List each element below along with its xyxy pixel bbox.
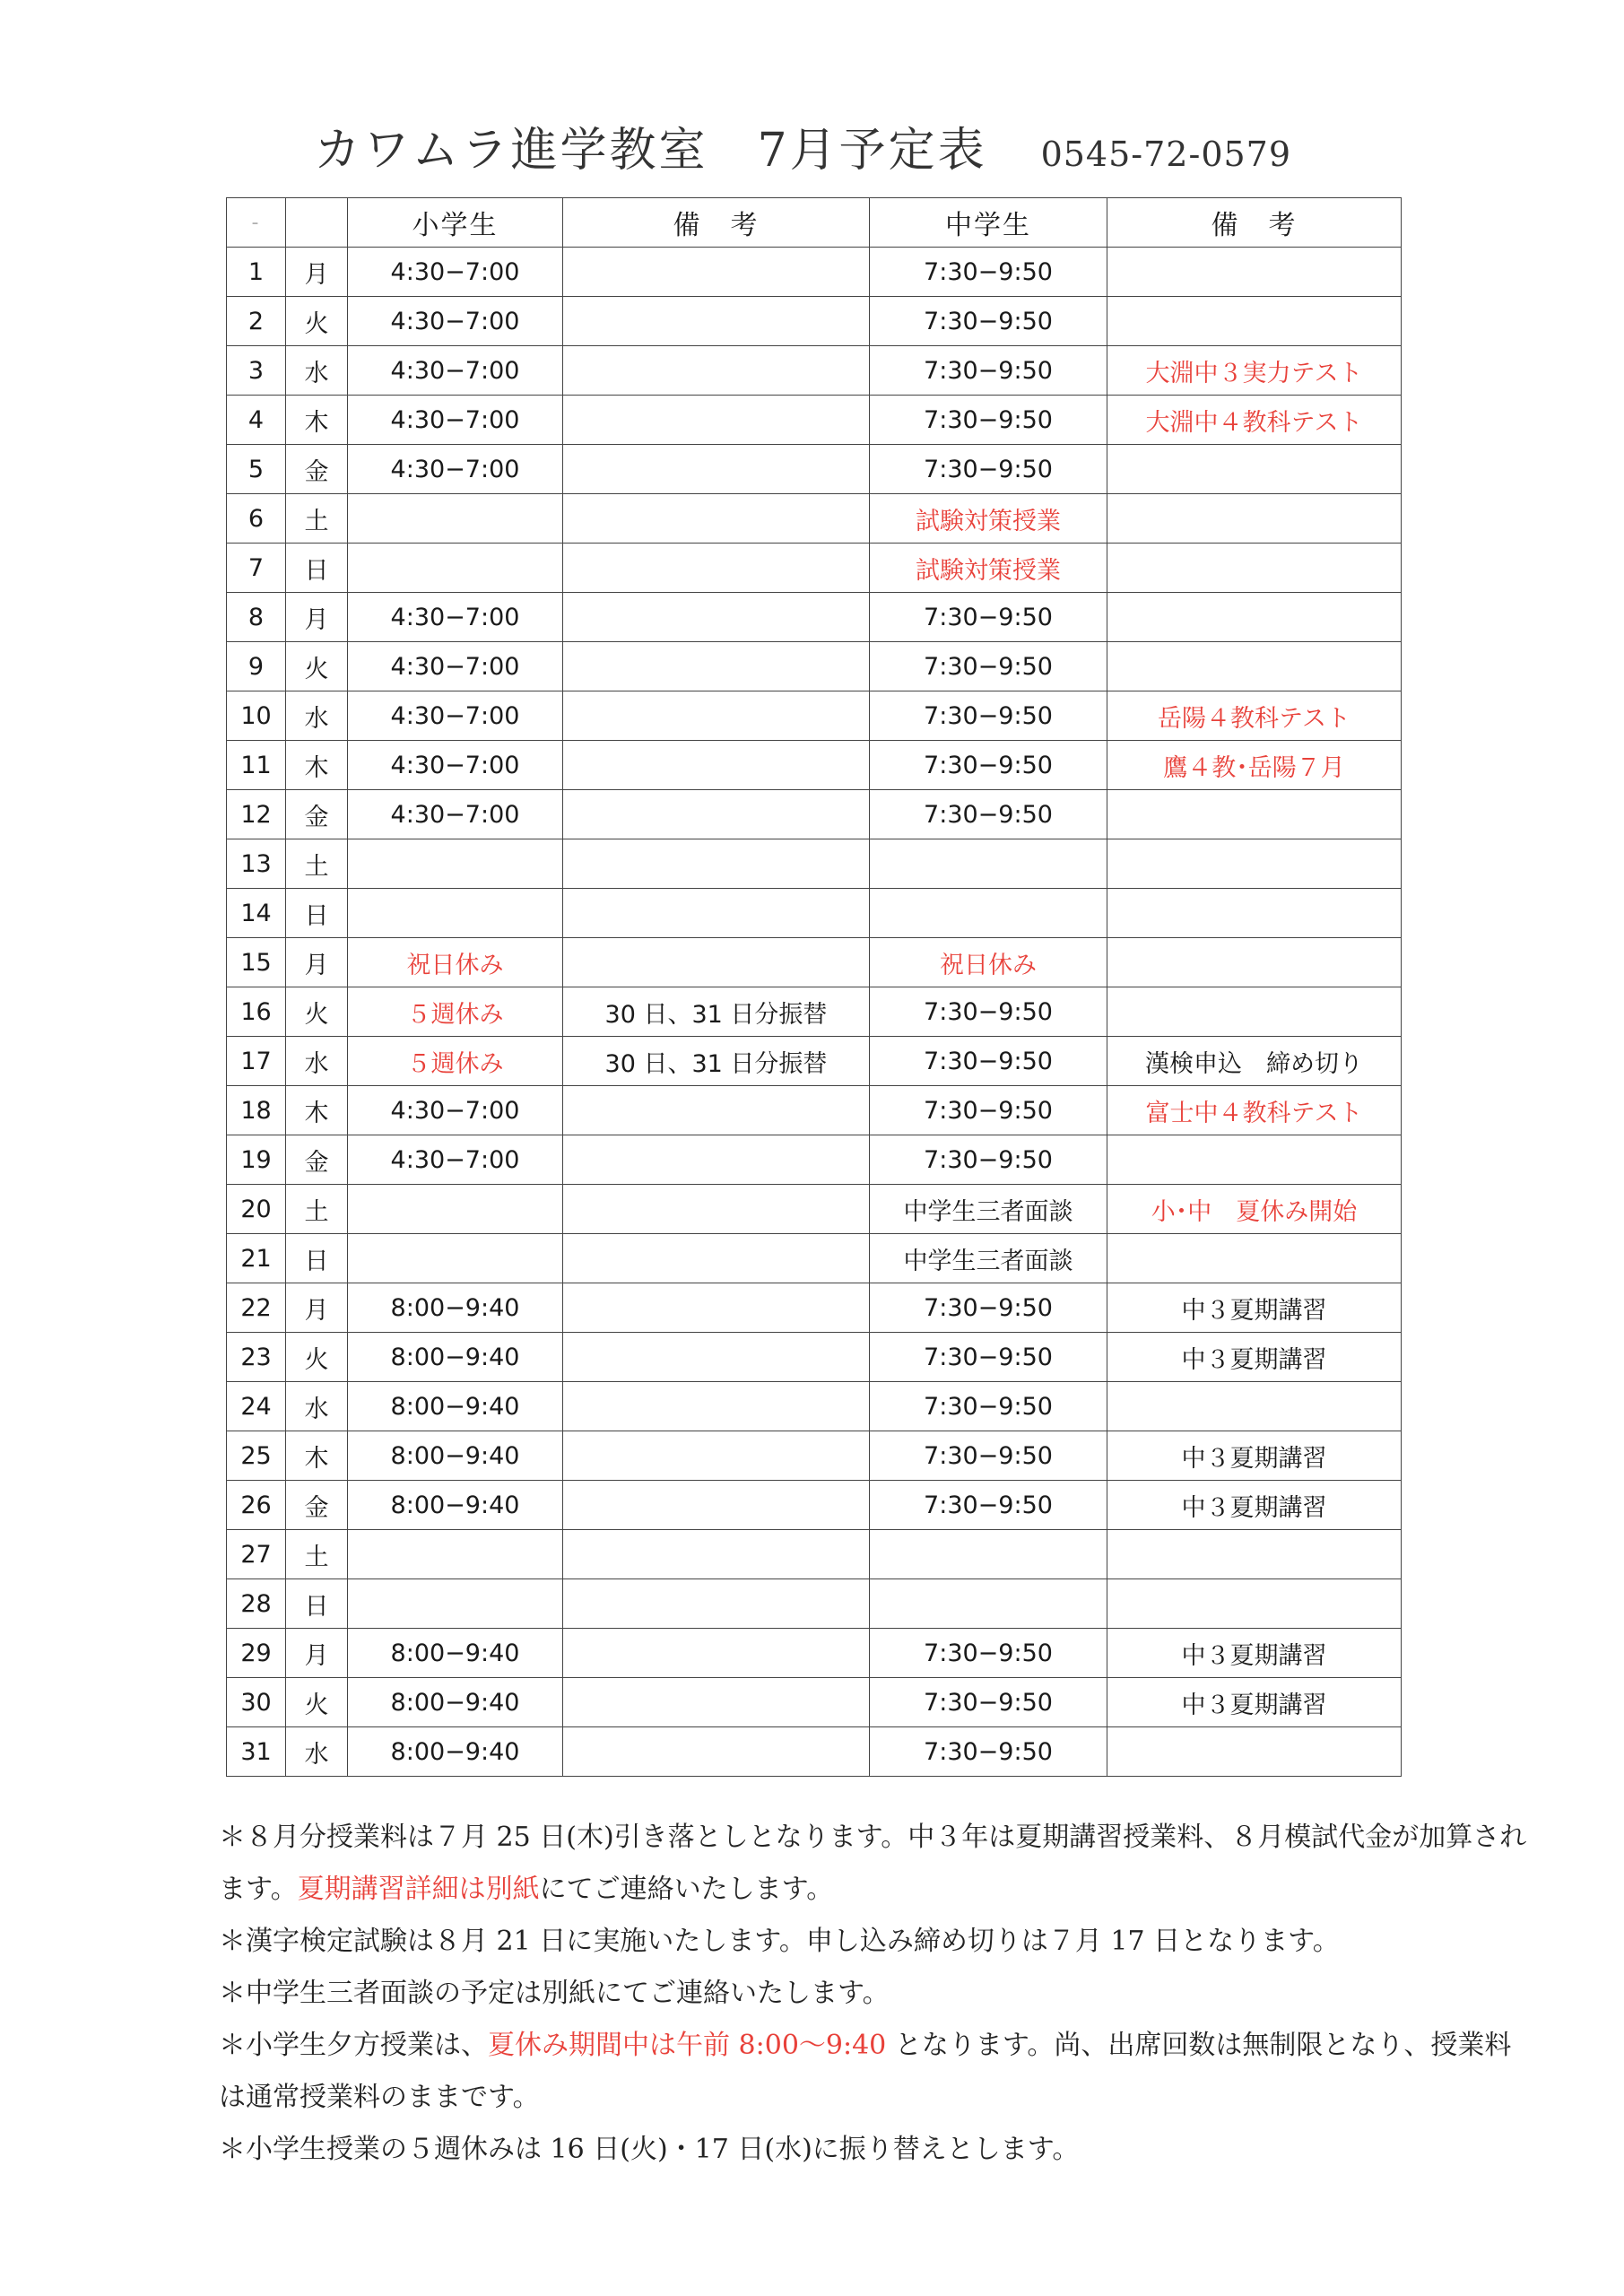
cell-junior-high: 7:30−9:50 bbox=[870, 642, 1107, 691]
cell-elementary: 4:30−7:00 bbox=[348, 445, 563, 494]
cell-junior-high-note bbox=[1107, 593, 1402, 642]
cell-elementary: 4:30−7:00 bbox=[348, 593, 563, 642]
cell-elementary bbox=[348, 544, 563, 593]
cell-elementary-note: 30 日、31 日分振替 bbox=[563, 987, 870, 1037]
cell-elementary bbox=[348, 494, 563, 544]
cell-junior-high-note: 大淵中４教科テスト bbox=[1107, 396, 1402, 445]
cell-weekday: 月 bbox=[286, 248, 348, 297]
note-text: ＊中学生三者面談の予定は別紙にてご連絡いたします。 bbox=[219, 1978, 890, 2009]
cell-junior-high-note: 中３夏期講習 bbox=[1107, 1431, 1402, 1481]
cell-junior-high: 中学生三者面談 bbox=[870, 1185, 1107, 1234]
cell-weekday: 日 bbox=[286, 544, 348, 593]
cell-junior-high-note bbox=[1107, 889, 1402, 938]
cell-junior-high-note bbox=[1107, 839, 1402, 889]
cell-elementary: 8:00−9:40 bbox=[348, 1283, 563, 1333]
table-row bbox=[227, 1727, 1402, 1777]
cell-elementary: 8:00−9:40 bbox=[348, 1678, 563, 1727]
cell-junior-high bbox=[870, 1579, 1107, 1629]
cell-elementary-note bbox=[563, 1629, 870, 1678]
cell-elementary-note bbox=[563, 1727, 870, 1777]
cell-junior-high-note bbox=[1107, 987, 1402, 1037]
cell-junior-high: 7:30−9:50 bbox=[870, 1037, 1107, 1086]
cell-day: 5 bbox=[227, 445, 286, 494]
cell-day: 13 bbox=[227, 839, 286, 889]
table-row bbox=[227, 938, 1402, 987]
cell-day: 20 bbox=[227, 1185, 286, 1234]
note-highlight: 夏休み期間中は午前 8:00～9:40 bbox=[488, 2030, 887, 2061]
table-row bbox=[227, 248, 1402, 297]
cell-weekday: 金 bbox=[286, 445, 348, 494]
cell-junior-high-note: 中３夏期講習 bbox=[1107, 1629, 1402, 1678]
cell-junior-high-note bbox=[1107, 1135, 1402, 1185]
cell-day: 2 bbox=[227, 297, 286, 346]
cell-elementary-note: 30 日、31 日分振替 bbox=[563, 1037, 870, 1086]
table-row bbox=[227, 1530, 1402, 1579]
table-row bbox=[227, 889, 1402, 938]
notes-section bbox=[219, 1812, 1537, 2176]
cell-junior-high bbox=[870, 1530, 1107, 1579]
cell-weekday: 火 bbox=[286, 297, 348, 346]
table-row bbox=[227, 494, 1402, 544]
table-row bbox=[227, 1086, 1402, 1135]
cell-day: 17 bbox=[227, 1037, 286, 1086]
cell-weekday: 水 bbox=[286, 1382, 348, 1431]
cell-junior-high-note: 中３夏期講習 bbox=[1107, 1283, 1402, 1333]
cell-weekday: 月 bbox=[286, 938, 348, 987]
cell-elementary: 8:00−9:40 bbox=[348, 1629, 563, 1678]
title-text: カワムラ進学教室 7月予定表 bbox=[314, 124, 987, 178]
col-header-elementary: 小学生 bbox=[348, 198, 563, 248]
table-row bbox=[227, 396, 1402, 445]
table-row bbox=[227, 839, 1402, 889]
table-row bbox=[227, 1579, 1402, 1629]
cell-day: 21 bbox=[227, 1234, 286, 1283]
table-row bbox=[227, 741, 1402, 790]
cell-junior-high: 祝日休み bbox=[870, 938, 1107, 987]
cell-elementary: 8:00−9:40 bbox=[348, 1481, 563, 1530]
cell-weekday: 土 bbox=[286, 1530, 348, 1579]
cell-weekday: 土 bbox=[286, 494, 348, 544]
table-row bbox=[227, 1135, 1402, 1185]
cell-day: 1 bbox=[227, 248, 286, 297]
cell-junior-high-note bbox=[1107, 445, 1402, 494]
cell-elementary-note bbox=[563, 1283, 870, 1333]
cell-day: 14 bbox=[227, 889, 286, 938]
note-item bbox=[219, 1916, 1537, 1968]
cell-day: 31 bbox=[227, 1727, 286, 1777]
cell-elementary-note bbox=[563, 938, 870, 987]
cell-weekday: 水 bbox=[286, 346, 348, 396]
cell-junior-high: 7:30−9:50 bbox=[870, 1678, 1107, 1727]
cell-weekday: 土 bbox=[286, 1185, 348, 1234]
cell-junior-high-note bbox=[1107, 1234, 1402, 1283]
cell-elementary: 4:30−7:00 bbox=[348, 1086, 563, 1135]
table-row bbox=[227, 1382, 1402, 1431]
cell-weekday: 木 bbox=[286, 1086, 348, 1135]
table-row bbox=[227, 987, 1402, 1037]
cell-elementary: ５週休み bbox=[348, 987, 563, 1037]
cell-elementary: 8:00−9:40 bbox=[348, 1431, 563, 1481]
cell-elementary: 4:30−7:00 bbox=[348, 1135, 563, 1185]
cell-junior-high-note: 漢検申込 締め切り bbox=[1107, 1037, 1402, 1086]
cell-elementary-note bbox=[563, 1185, 870, 1234]
cell-junior-high: 7:30−9:50 bbox=[870, 593, 1107, 642]
table-row bbox=[227, 297, 1402, 346]
table-row bbox=[227, 1333, 1402, 1382]
cell-weekday: 火 bbox=[286, 987, 348, 1037]
note-text: ＊小学生夕方授業は、 bbox=[219, 2030, 488, 2061]
cell-junior-high-note: 岳陽４教科テスト bbox=[1107, 691, 1402, 741]
cell-junior-high: 7:30−9:50 bbox=[870, 445, 1107, 494]
cell-elementary: 4:30−7:00 bbox=[348, 741, 563, 790]
cell-elementary: 8:00−9:40 bbox=[348, 1333, 563, 1382]
cell-junior-high-note: 中３夏期講習 bbox=[1107, 1678, 1402, 1727]
table-row bbox=[227, 691, 1402, 741]
cell-junior-high-note: 中３夏期講習 bbox=[1107, 1481, 1402, 1530]
cell-elementary-note bbox=[563, 1530, 870, 1579]
cell-elementary-note bbox=[563, 1333, 870, 1382]
cell-elementary: 4:30−7:00 bbox=[348, 396, 563, 445]
cell-junior-high: 7:30−9:50 bbox=[870, 1135, 1107, 1185]
cell-elementary bbox=[348, 1234, 563, 1283]
cell-junior-high: 7:30−9:50 bbox=[870, 1431, 1107, 1481]
table-row bbox=[227, 642, 1402, 691]
cell-day: 3 bbox=[227, 346, 286, 396]
cell-junior-high-note bbox=[1107, 544, 1402, 593]
cell-elementary-note bbox=[563, 445, 870, 494]
cell-junior-high: 7:30−9:50 bbox=[870, 1481, 1107, 1530]
cell-junior-high-note bbox=[1107, 642, 1402, 691]
cell-elementary-note bbox=[563, 346, 870, 396]
cell-weekday: 木 bbox=[286, 741, 348, 790]
cell-elementary-note bbox=[563, 839, 870, 889]
cell-day: 26 bbox=[227, 1481, 286, 1530]
cell-junior-high: 7:30−9:50 bbox=[870, 346, 1107, 396]
table-row bbox=[227, 1283, 1402, 1333]
cell-weekday: 金 bbox=[286, 1481, 348, 1530]
col-header-date: - bbox=[227, 198, 286, 248]
cell-weekday: 月 bbox=[286, 1283, 348, 1333]
cell-junior-high-note bbox=[1107, 1579, 1402, 1629]
cell-elementary-note bbox=[563, 494, 870, 544]
cell-day: 6 bbox=[227, 494, 286, 544]
cell-elementary-note bbox=[563, 248, 870, 297]
cell-day: 4 bbox=[227, 396, 286, 445]
cell-day: 19 bbox=[227, 1135, 286, 1185]
cell-elementary-note bbox=[563, 297, 870, 346]
cell-elementary: 8:00−9:40 bbox=[348, 1382, 563, 1431]
table-row bbox=[227, 1678, 1402, 1727]
note-text: となります。尚、出席回数は無制限となり、授業料は通常授業料のままです。 bbox=[219, 2030, 1512, 2113]
cell-junior-high bbox=[870, 839, 1107, 889]
cell-junior-high: 7:30−9:50 bbox=[870, 396, 1107, 445]
schedule-table bbox=[226, 197, 1402, 1777]
note-item bbox=[219, 1968, 1537, 2020]
table-row bbox=[227, 1185, 1402, 1234]
cell-junior-high-note bbox=[1107, 938, 1402, 987]
cell-day: 18 bbox=[227, 1086, 286, 1135]
cell-day: 30 bbox=[227, 1678, 286, 1727]
cell-day: 16 bbox=[227, 987, 286, 1037]
table-row bbox=[227, 1481, 1402, 1530]
note-item bbox=[219, 2124, 1537, 2176]
cell-weekday: 日 bbox=[286, 889, 348, 938]
cell-junior-high: 7:30−9:50 bbox=[870, 691, 1107, 741]
note-text: ＊漢字検定試験は８月 21 日に実施いたします。申し込み締め切りは７月 17 日となります。 bbox=[219, 1926, 1340, 1957]
cell-weekday: 木 bbox=[286, 396, 348, 445]
cell-weekday: 火 bbox=[286, 1678, 348, 1727]
cell-junior-high-note bbox=[1107, 1727, 1402, 1777]
table-row bbox=[227, 593, 1402, 642]
cell-elementary: 4:30−7:00 bbox=[348, 790, 563, 839]
cell-day: 23 bbox=[227, 1333, 286, 1382]
cell-elementary-note bbox=[563, 1234, 870, 1283]
table-row bbox=[227, 1629, 1402, 1678]
cell-junior-high-note: 中３夏期講習 bbox=[1107, 1333, 1402, 1382]
cell-day: 28 bbox=[227, 1579, 286, 1629]
cell-elementary-note bbox=[563, 1086, 870, 1135]
cell-junior-high: 試験対策授業 bbox=[870, 494, 1107, 544]
cell-junior-high: 7:30−9:50 bbox=[870, 987, 1107, 1037]
cell-day: 27 bbox=[227, 1530, 286, 1579]
cell-elementary bbox=[348, 1530, 563, 1579]
cell-elementary bbox=[348, 889, 563, 938]
cell-junior-high-note bbox=[1107, 494, 1402, 544]
cell-weekday: 日 bbox=[286, 1579, 348, 1629]
table-row bbox=[227, 445, 1402, 494]
cell-weekday: 水 bbox=[286, 1037, 348, 1086]
cell-elementary-note bbox=[563, 889, 870, 938]
note-item bbox=[219, 2020, 1537, 2124]
cell-junior-high-note bbox=[1107, 790, 1402, 839]
cell-weekday: 土 bbox=[286, 839, 348, 889]
cell-elementary-note bbox=[563, 790, 870, 839]
cell-elementary-note bbox=[563, 1678, 870, 1727]
cell-day: 12 bbox=[227, 790, 286, 839]
cell-junior-high: 7:30−9:50 bbox=[870, 1727, 1107, 1777]
header-row bbox=[227, 198, 1402, 248]
col-header-elementary-notes: 備 考 bbox=[563, 198, 870, 248]
table-row bbox=[227, 1431, 1402, 1481]
note-text: ＊８月分授業料は７月 25 日(木)引き落としとなります。中３年は夏期講習授業料、８月模試代金が加算されます。 bbox=[219, 1822, 1527, 1905]
cell-elementary-note bbox=[563, 691, 870, 741]
cell-junior-high-note: 大淵中３実力テスト bbox=[1107, 346, 1402, 396]
cell-day: 24 bbox=[227, 1382, 286, 1431]
cell-weekday: 火 bbox=[286, 1333, 348, 1382]
cell-day: 29 bbox=[227, 1629, 286, 1678]
cell-weekday: 月 bbox=[286, 593, 348, 642]
cell-weekday: 金 bbox=[286, 790, 348, 839]
cell-junior-high: 7:30−9:50 bbox=[870, 741, 1107, 790]
cell-elementary bbox=[348, 1579, 563, 1629]
cell-elementary-note bbox=[563, 544, 870, 593]
cell-day: 8 bbox=[227, 593, 286, 642]
table-row bbox=[227, 346, 1402, 396]
note-text: にてご連絡いたします。 bbox=[539, 1874, 834, 1905]
cell-day: 10 bbox=[227, 691, 286, 741]
cell-elementary-note bbox=[563, 1481, 870, 1530]
table-row bbox=[227, 544, 1402, 593]
table-row bbox=[227, 790, 1402, 839]
cell-elementary-note bbox=[563, 1431, 870, 1481]
cell-elementary-note bbox=[563, 642, 870, 691]
cell-elementary: 祝日休み bbox=[348, 938, 563, 987]
cell-junior-high-note bbox=[1107, 1382, 1402, 1431]
col-header-junior-high-notes: 備 考 bbox=[1107, 198, 1402, 248]
note-highlight: 夏期講習詳細は別紙 bbox=[297, 1874, 540, 1905]
cell-weekday: 水 bbox=[286, 1727, 348, 1777]
cell-elementary-note bbox=[563, 593, 870, 642]
phone-number: 0545-72-0579 bbox=[1040, 135, 1292, 174]
cell-junior-high-note: 小･中 夏休み開始 bbox=[1107, 1185, 1402, 1234]
cell-junior-high: 中学生三者面談 bbox=[870, 1234, 1107, 1283]
cell-elementary: 4:30−7:00 bbox=[348, 642, 563, 691]
cell-weekday: 月 bbox=[286, 1629, 348, 1678]
cell-day: 9 bbox=[227, 642, 286, 691]
cell-junior-high-note: 鷹４教･岳陽７月 bbox=[1107, 741, 1402, 790]
col-header-junior-high: 中学生 bbox=[870, 198, 1107, 248]
cell-elementary-note bbox=[563, 1135, 870, 1185]
note-text: ＊小学生授業の５週休みは 16 日(火)・17 日(水)に振り替えとします。 bbox=[219, 2134, 1080, 2165]
cell-weekday: 水 bbox=[286, 691, 348, 741]
cell-junior-high: 7:30−9:50 bbox=[870, 1086, 1107, 1135]
cell-elementary-note bbox=[563, 396, 870, 445]
cell-junior-high: 7:30−9:50 bbox=[870, 1333, 1107, 1382]
cell-weekday: 金 bbox=[286, 1135, 348, 1185]
cell-elementary: 4:30−7:00 bbox=[348, 691, 563, 741]
cell-junior-high-note bbox=[1107, 1530, 1402, 1579]
cell-day: 22 bbox=[227, 1283, 286, 1333]
cell-junior-high-note bbox=[1107, 248, 1402, 297]
cell-junior-high: 試験対策授業 bbox=[870, 544, 1107, 593]
cell-weekday: 日 bbox=[286, 1234, 348, 1283]
schedule-body bbox=[227, 248, 1402, 1777]
cell-junior-high: 7:30−9:50 bbox=[870, 1283, 1107, 1333]
cell-elementary: 4:30−7:00 bbox=[348, 297, 563, 346]
cell-elementary bbox=[348, 839, 563, 889]
cell-junior-high: 7:30−9:50 bbox=[870, 1629, 1107, 1678]
cell-elementary: 8:00−9:40 bbox=[348, 1727, 563, 1777]
cell-junior-high-note: 富士中４教科テスト bbox=[1107, 1086, 1402, 1135]
cell-junior-high: 7:30−9:50 bbox=[870, 1382, 1107, 1431]
cell-elementary-note bbox=[563, 1579, 870, 1629]
note-item bbox=[219, 1812, 1537, 1916]
cell-elementary bbox=[348, 1185, 563, 1234]
cell-junior-high: 7:30−9:50 bbox=[870, 248, 1107, 297]
cell-weekday: 木 bbox=[286, 1431, 348, 1481]
cell-day: 15 bbox=[227, 938, 286, 987]
cell-elementary: 4:30−7:00 bbox=[348, 248, 563, 297]
cell-day: 25 bbox=[227, 1431, 286, 1481]
cell-junior-high: 7:30−9:50 bbox=[870, 297, 1107, 346]
cell-junior-high: 7:30−9:50 bbox=[870, 790, 1107, 839]
cell-junior-high-note bbox=[1107, 297, 1402, 346]
cell-elementary: ５週休み bbox=[348, 1037, 563, 1086]
cell-day: 11 bbox=[227, 741, 286, 790]
cell-elementary: 4:30−7:00 bbox=[348, 346, 563, 396]
cell-elementary-note bbox=[563, 1382, 870, 1431]
cell-day: 7 bbox=[227, 544, 286, 593]
cell-weekday: 火 bbox=[286, 642, 348, 691]
page-title bbox=[314, 112, 1291, 179]
cell-elementary-note bbox=[563, 741, 870, 790]
table-row bbox=[227, 1037, 1402, 1086]
col-header-weekday bbox=[286, 198, 348, 248]
table-row bbox=[227, 1234, 1402, 1283]
cell-junior-high bbox=[870, 889, 1107, 938]
